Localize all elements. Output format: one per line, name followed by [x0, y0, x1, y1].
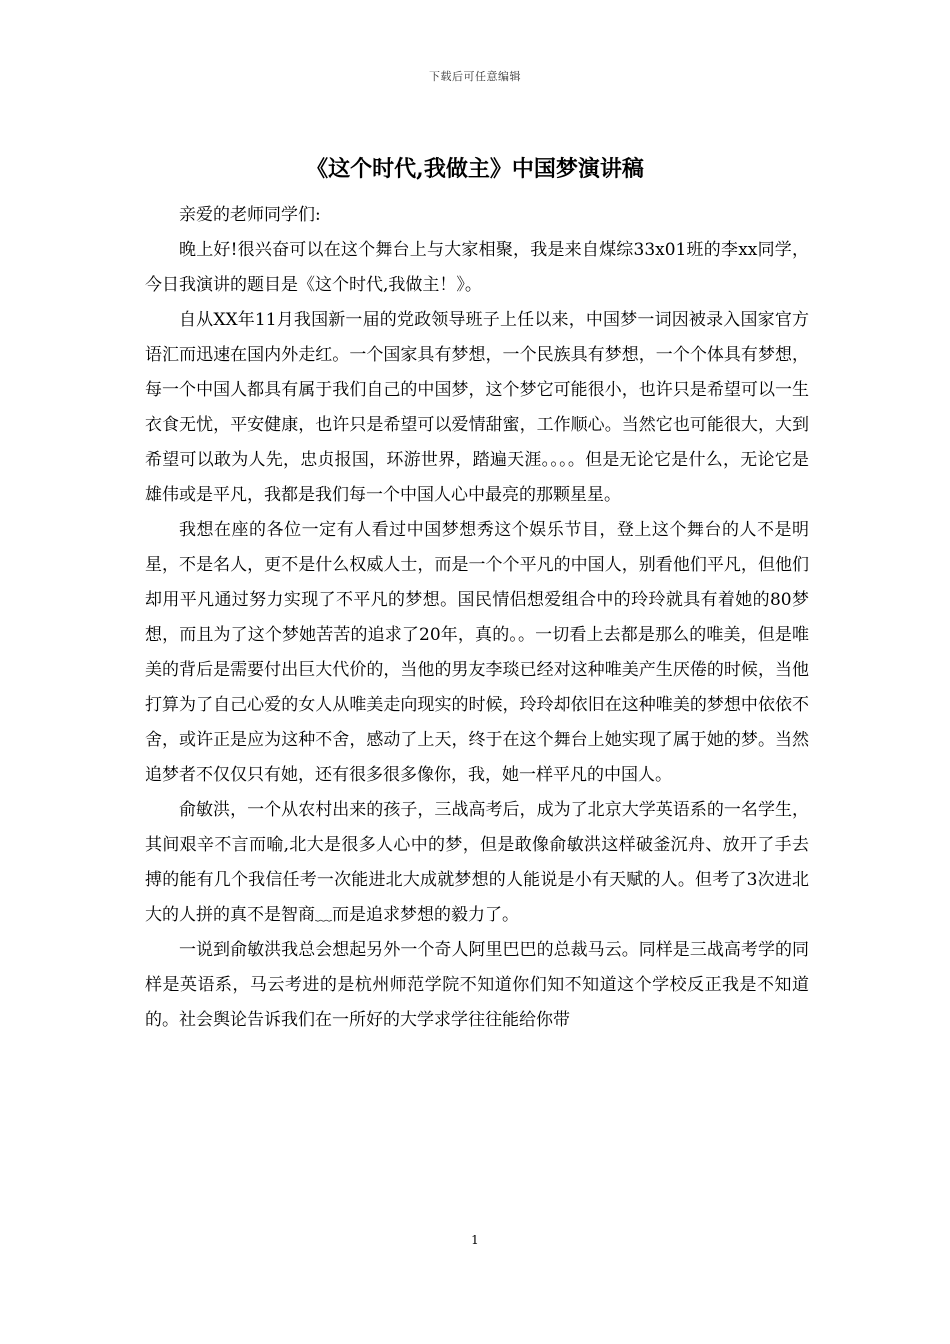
- body-paragraph: 俞敏洪，一个从农村出来的孩子，三战高考后，成为了北京大学英语系的一名学生，其间艰辛不言而喻,北大是很多人心中的梦，但是敢像俞敏洪这样破釜沉舟、放开了手去搏的能有几个我信任考一次能进北大成就梦想的人能说是小有天赋的人。但考了3次进北大的人拼的真不是智商﹏而是追求梦想的毅力了。: [145, 800, 809, 925]
- body-paragraph: 晚上好!很兴奋可以在这个舞台上与大家相聚，我是来自煤综33x01班的李xx同学，今日我演讲的题目是《这个时代,我做主！》。: [145, 240, 809, 295]
- page-number: 1: [471, 1233, 479, 1247]
- body-paragraph: 一说到俞敏洪我总会想起另外一个奇人阿里巴巴的总裁马云。同样是三战高考学的同样是英语系，马云考进的是杭州师范学院不知道你们知不知道这个学校反正我是不知道的。社会舆论告诉我们在一所好的大学求学往往能给你带: [145, 940, 809, 1030]
- header-note: 下载后可任意编辑: [429, 70, 521, 83]
- salutation-paragraph: 亲爱的老师同学们:: [179, 205, 321, 225]
- body-paragraph: 自从XX年11月我国新一届的党政领导班子上任以来，中国梦一词因被录入国家官方语汇而迅速在国内外走红。一个国家具有梦想，一个民族具有梦想，一个个体具有梦想，每一个中国人都具有属于我们自己的中国梦，这个梦它可能很小，也许只是希望可以一生衣食无忧，平安健康，也许只是希望可以爱情甜蜜，工作顺心。当然它也可能很大，大到希望可以敢为人先，忠贞报国，环游世界，踏遍天涯。。。。但是无论它是什么，无论它是雄伟或是平凡，我都是我们每一个中国人心中最亮的那颗星星。: [145, 310, 809, 505]
- document-body: [145, 198, 809, 1038]
- document-title: 《这个时代,我做主》中国梦演讲稿: [306, 156, 644, 182]
- body-paragraph: 我想在座的各位一定有人看过中国梦想秀这个娱乐节目，登上这个舞台的人不是明星，不是名人，更不是什么权威人士，而是一个个平凡的中国人，别看他们平凡，但他们却用平凡通过努力实现了不平凡的梦想。国民情侣想爱组合中的玲玲就具有着她的80梦想，而且为了这个梦她苦苦的追求了20年，真的。。一切看上去都是那么的唯美，但是唯美的背后是需要付出巨大代价的，当他的男友李琰已经对这种唯美产生厌倦的时候，当他打算为了自己心爱的女人从唯美走向现实的时候，玲玲却依旧在这种唯美的梦想中依依不舍，或许正是应为这种不舍，感动了上天，终于在这个舞台上她实现了属于她的梦。当然追梦者不仅仅只有她，还有很多很多像你，我，她一样平凡的中国人。: [145, 520, 809, 785]
